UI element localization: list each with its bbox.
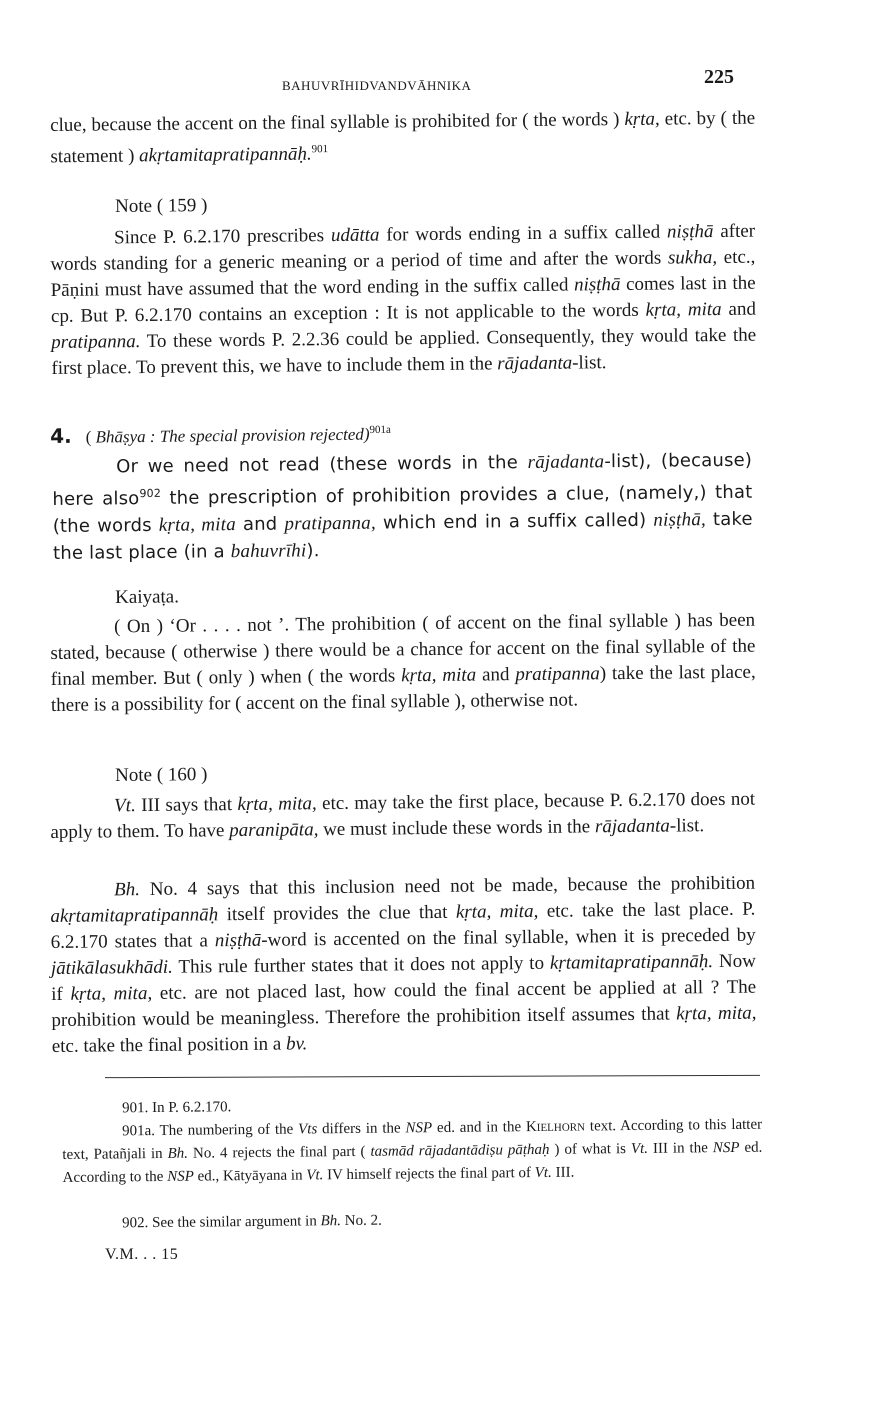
- note-159-paragraph: Since P. 6.2.170 prescribes udātta for words ending in a suffix called niṣṭhā after words standing for a generic meaning or a period of time and after the words sukha, etc., Pāṇini must have assumed that the word ending in the suffix called niṣṭhā comes last in the cp. But P. 6.2.170 contains an exception : It is not applicable to the words kṛta, mita and pratipanna. To these words P. 2.2.36 could be applied. Consequently, they would take the first place. To prevent this, we have to include them in the rājadanta-list.: [50, 220, 757, 379]
- page-number: 225: [704, 66, 734, 88]
- footnote-ref-902: 902: [139, 486, 162, 501]
- footnote-901: 901. In P. 6.2.170.: [122, 1099, 232, 1117]
- section-4-heading: 4. ( Bhāṣya : The special provision rejected)$^{901a}$: [50, 423, 391, 448]
- kaiyata-heading: Kaiyaṭa.: [115, 586, 180, 608]
- printer-signature: V.M. . . 15: [105, 1246, 179, 1263]
- note-160-paragraph-2: Bh. No. 4 says that this inclusion need not be made, because the prohibition akṛtamitapratipannāḥ itself provides the clue that kṛta, mita, etc. take the last place. P. 6.2.170 states that a niṣṭhā-word is accented on the final syllable, when it is preceded by jātikālasukhādi. This rule further states that it does not apply to kṛtamitapratipannāḥ. Now if kṛta, mita, etc. are not placed last, how could the final accent be applied at all ? The prohibition would be meaningless. Therefore the prohibition itself assumes that kṛta, mita, etc. take the final position in a bv.: [50, 872, 757, 1057]
- note-160-paragraph-1: Vt. III says that kṛta, mita, etc. may take the first place, because P. 6.2.170 does not apply to them. To have paranipāta, we must include these words in the rājadanta-list.: [50, 788, 756, 843]
- note-159-heading: Note ( 159 ): [115, 195, 208, 217]
- kaiyata-paragraph: ( On ) ‘Or . . . . not ’. The prohibition ( of accent on the final syllable ) has been stated, because ( otherwise ) there would be a chance for accent on the final syllable of the final member. But ( only ) when ( the words kṛta, mita and pratipanna) take the last place, there is a possibility for ( accent on the final syllable ), otherwise not.: [50, 609, 756, 716]
- bhasya-paragraph: Or we need not read (these words in the rājadanta-list), (because) here also$^{902}$ the prescription of prohibition provides a clue, (namely,) that (the words kṛta, mita and pratipanna, which end in a suffix called) niṣṭhā, take the last place (in a bahuvrīhi).: [52, 449, 753, 564]
- footnote-ref-901a: 901a: [369, 423, 391, 436]
- footnote-901a: 901a. The numbering of the Vts differs in the NSP ed. and in the Kielhorn text. According to this latter text, Patañjali in Bh. No. 4 rejects the final part ( tasmād rājadantādiṣu pāṭhaḥ ) of what is Vt. III in the NSP ed. According to the NSP ed., Kātyāyana in Vt. IV himself rejects the final part of Vt. III.: [62, 1116, 763, 1186]
- intro-paragraph: clue, because the accent on the final syllable is prohibited for ( the words ) kṛta, etc. by ( the statement ) akṛtamitapratipannāḥ.$^{901}$: [50, 107, 756, 168]
- footnote-902: 902. See the similar argument in Bh. No. 2.: [122, 1212, 382, 1232]
- footnote-ref-901: 901: [311, 143, 329, 156]
- footnote-divider: [105, 1075, 760, 1078]
- note-160-heading: Note ( 160 ): [115, 764, 208, 786]
- section-number: 4.: [50, 423, 72, 448]
- running-header: BAHUVRĪHIDVANDVĀHNIKA: [282, 78, 472, 93]
